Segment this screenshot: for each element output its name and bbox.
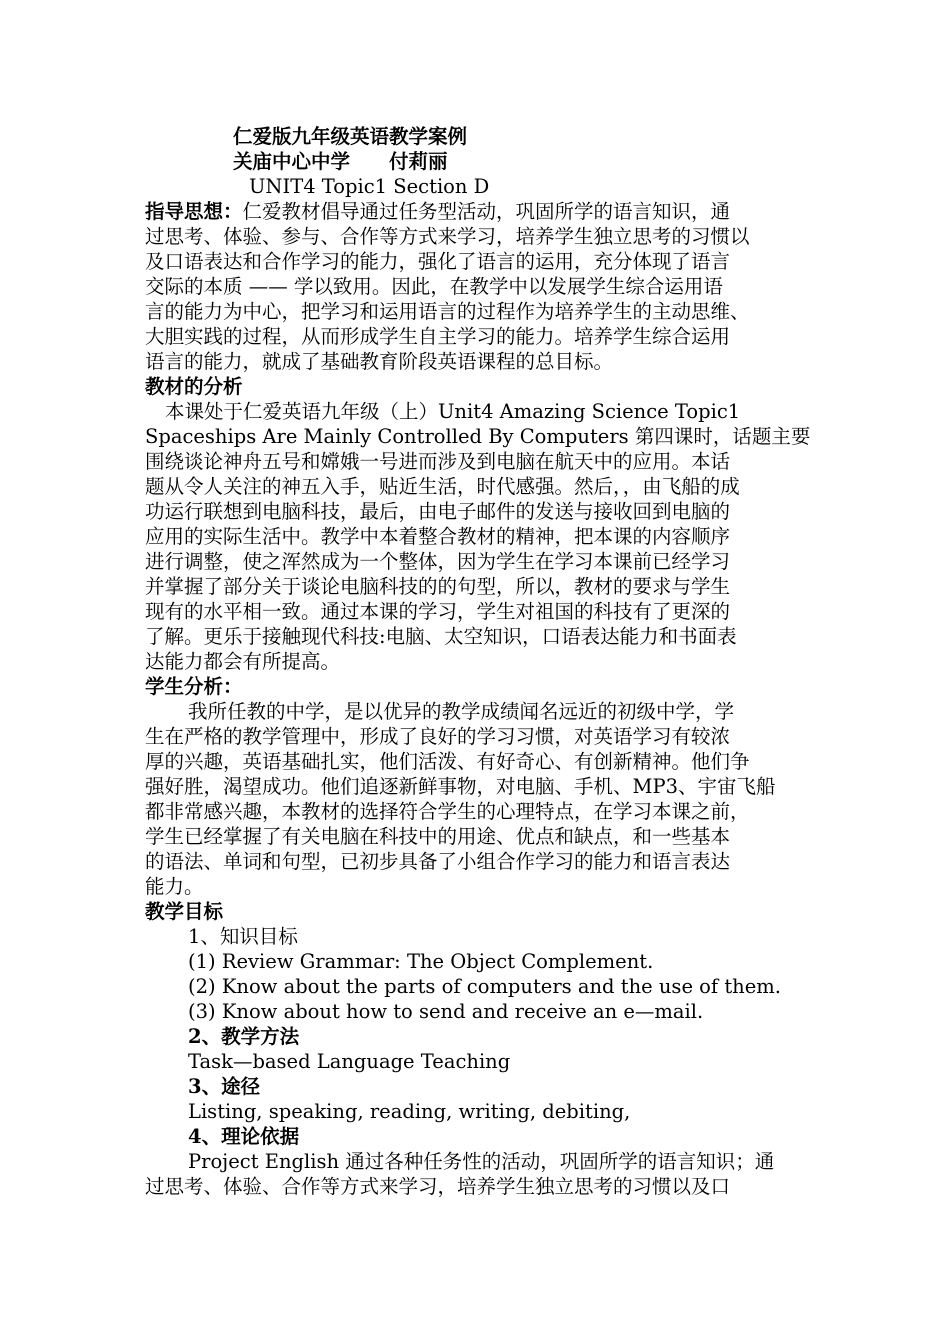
material-line: 进行调整，使之浑然成为一个整体，因为学生在学习本课前已经学习 (145, 550, 731, 573)
approach-text: Listing, speaking, reading, writing, debiting, (188, 1100, 631, 1123)
material-line: 围绕谈论神舟五号和嫦娥一号进而涉及到电脑在航天中的应用。本话 (145, 450, 731, 473)
students-heading: 学生分析： (145, 675, 243, 698)
material-line: 了解。更乐于接触现代科技:电脑、太空知识，口语表达能力和书面表 (145, 625, 737, 648)
material-line: Spaceships Are Mainly Controlled By Computers 第四课时，话题主要 (145, 425, 811, 448)
material-line: 并掌握了部分关于谈论电脑科技的的句型，所以，教材的要求与学生 (145, 575, 731, 598)
school-author: 关庙中心中学 付莉丽 (233, 150, 448, 173)
theory-heading: 4、理论依据 (188, 1125, 300, 1148)
goals-heading: 教学目标 (145, 900, 224, 923)
students-line: 学生已经掌握了有关电脑在科技中的用途、优点和缺点，和一些基本 (145, 825, 731, 848)
guiding-line: 交际的本质 —— 学以致用。因此，在教学中以发展学生综合运用语 (145, 275, 723, 298)
material-line: 现有的水平相一致。通过本课的学习，学生对祖国的科技有了更深的 (145, 600, 731, 623)
students-line: 都非常感兴趣，本教材的选择符合学生的心理特点，在学习本课之前， (145, 800, 750, 823)
approach-heading: 3、途径 (188, 1075, 261, 1098)
guiding-line: 仁爱教材倡导通过任务型活动，巩固所学的语言知识，通 (242, 200, 731, 223)
material-line: 题从令人关注的神五入手，贴近生活，时代感强。然后，，由飞船的成 (145, 475, 740, 498)
knowledge-item: (1) Review Grammar: The Object Complement. (188, 950, 654, 973)
document-title: 仁爱版九年级英语教学案例 (233, 125, 468, 148)
guiding-first-line (145, 199, 730, 224)
material-line: 应用的实际生活中。教学中本着整合教材的精神，把本课的内容顺序 (145, 525, 731, 548)
material-line: 本课处于仁爱英语九年级（上）Unit4 Amazing Science Topic1 (165, 400, 741, 423)
guiding-line: 大胆实践的过程，从而形成学生自主学习的能力。培养学生综合运用 (145, 325, 731, 348)
theory-line: Project English 通过各种任务性的活动，巩固所学的语言知识；通 (188, 1150, 775, 1173)
guiding-heading: 指导思想： (145, 200, 243, 223)
students-line: 厚的兴趣，英语基础扎实，他们活泼、有好奇心、有创新精神。他们争 (145, 750, 750, 773)
unit-label: UNIT4 Topic1 Section D (249, 175, 490, 198)
students-line: 能力。 (145, 875, 204, 898)
material-heading: 教材的分析 (145, 375, 243, 398)
knowledge-heading: 1、知识目标 (188, 925, 298, 948)
knowledge-item: (2) Know about the parts of computers and the use of them. (188, 975, 781, 998)
guiding-line: 及口语表达和合作学习的能力，强化了语言的运用，充分体现了语言 (145, 250, 731, 273)
students-line: 生在严格的教学管理中，形成了良好的学习习惯，对英语学习有较浓 (145, 725, 731, 748)
students-line: 强好胜，渴望成功。他们追逐新鲜事物，对电脑、手机、MP3、宇宙飞船 (145, 775, 776, 798)
theory-line: 过思考、体验、合作等方式来学习，培养学生独立思考的习惯以及口 (145, 1175, 731, 1198)
method-heading: 2、教学方法 (188, 1025, 300, 1048)
students-line: 我所任教的中学，是以优异的教学成绩闻名远近的初级中学，学 (188, 700, 735, 723)
method-text: Task—based Language Teaching (188, 1050, 511, 1073)
knowledge-item: (3) Know about how to send and receive an e—mail. (188, 1000, 704, 1023)
students-line: 的语法、单词和句型，已初步具备了小组合作学习的能力和语言表达 (145, 850, 731, 873)
guiding-line: 语言的能力，就成了基础教育阶段英语课程的总目标。 (145, 350, 614, 373)
material-line: 功运行联想到电脑科技，最后，由电子邮件的发送与接收回到电脑的 (145, 500, 731, 523)
material-line: 达能力都会有所提高。 (145, 650, 341, 673)
guiding-line: 过思考、体验、参与、合作等方式来学习，培养学生独立思考的习惯以 (145, 225, 750, 248)
guiding-line: 言的能力为中心，把学习和运用语言的过程作为培养学生的主动思维、 (145, 300, 750, 323)
